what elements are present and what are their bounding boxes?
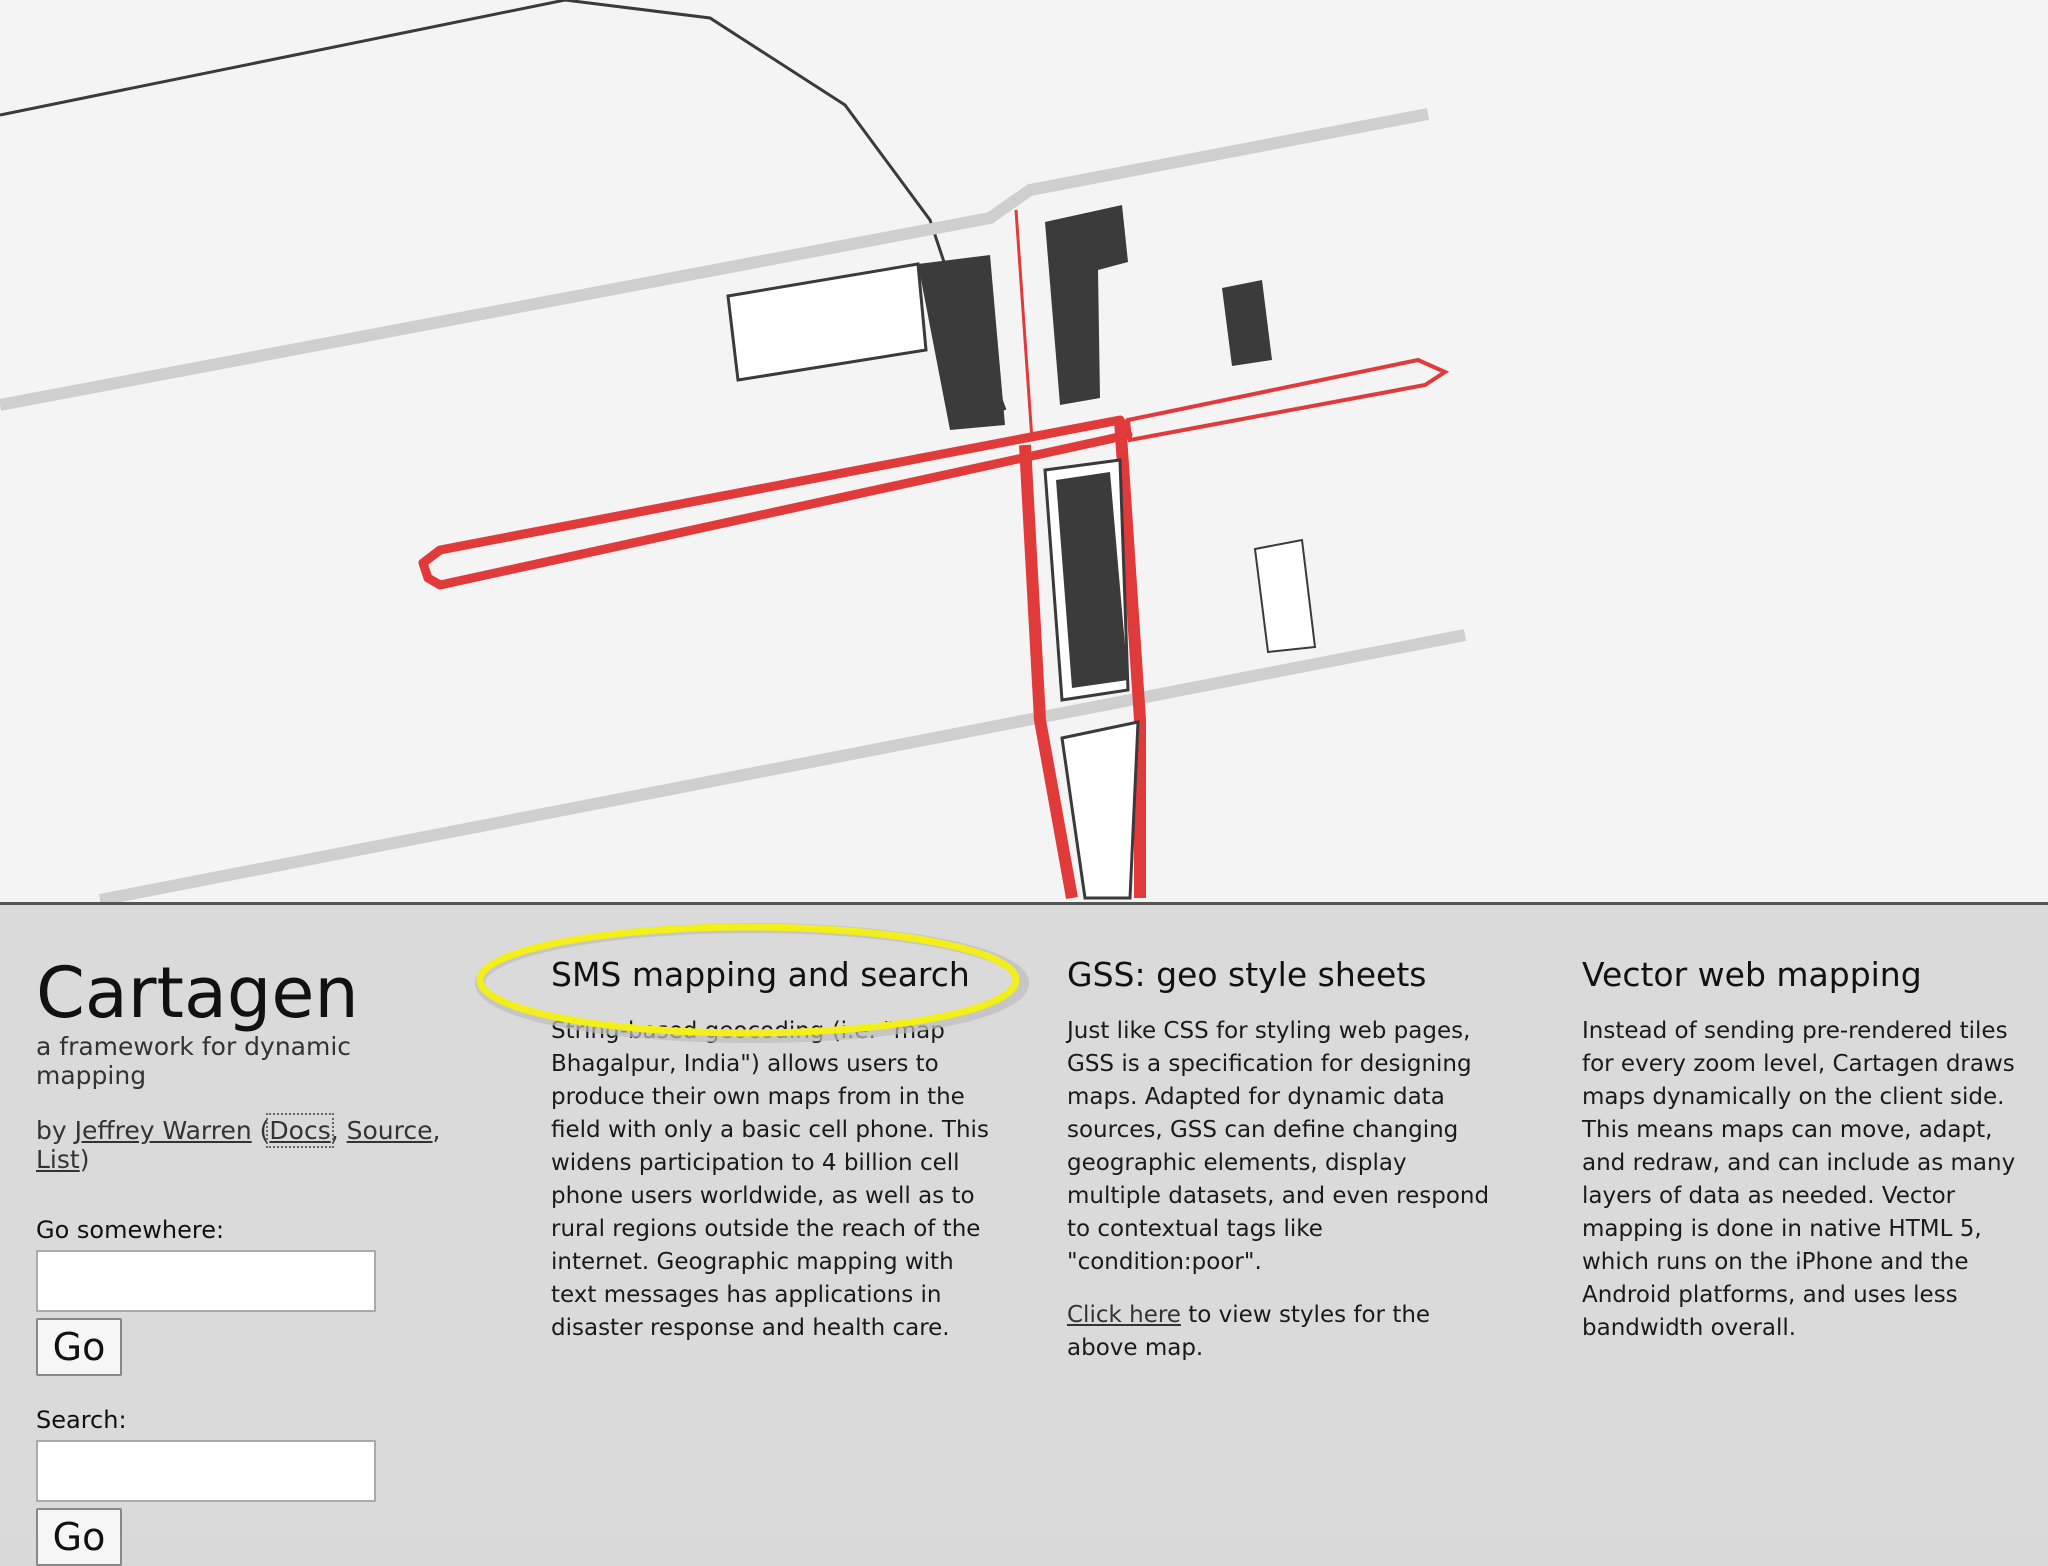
- map-building-dark-2: [1045, 205, 1128, 405]
- docs-link[interactable]: Docs: [269, 1116, 331, 1145]
- map-building-outline-right: [1255, 540, 1315, 652]
- search-label: Search:: [36, 1406, 127, 1434]
- feature-title-sms: SMS mapping and search: [551, 955, 970, 994]
- yellow-highlight-ellipse: [472, 920, 1032, 1046]
- go-somewhere-input[interactable]: [36, 1250, 376, 1312]
- feature-body-vector: Instead of sending pre-rendered tiles for every zoom level, Cartagen draws maps dynamically on the client side. This means maps can move, adapt, and redraw, and can include as many layers of data as needed. Vector mapping is done in native HTML 5, which runs on the iPhone and the Android platforms, and uses less bandwidth overall.: [1582, 1017, 2016, 1341]
- byline-comma: ,: [330, 1116, 347, 1145]
- feature-gss: [1067, 955, 1507, 1365]
- feature-title-gss: GSS: geo style sheets: [1067, 955, 1427, 994]
- source-link[interactable]: Source: [346, 1116, 433, 1145]
- feature-gss-link-after: to view styles for the above map.: [1067, 1301, 1431, 1361]
- map-road-grey-lower: [100, 635, 1465, 900]
- feature-vector: [1582, 955, 2022, 1345]
- map-building-dark-3: [1222, 280, 1272, 366]
- feature-gss-link-line: [1067, 1299, 1507, 1365]
- search-input[interactable]: [36, 1440, 376, 1502]
- feature-body-gss: Just like CSS for styling web pages, GSS is a specification for designing maps. Adapted for dynamic data sources, GSS can define changing geographic elements, display multiple datasets, and even respond to contextual tags like "condition:poor".: [1067, 1017, 1490, 1275]
- go-somewhere-label: Go somewhere:: [36, 1216, 225, 1244]
- feature-body-sms: String-based geocoding (i.e. "map Bhagalpur, India") allows users to produce their own maps from in the field with only a basic cell phone. This widens participation to 4 billion cell phone users worldwide, as well as to rural regions outside the reach of the internet. Geographic mapping with text messages has applications in disaster response and health care.: [551, 1017, 989, 1341]
- click-here-link[interactable]: Click here: [1067, 1301, 1181, 1328]
- tagline: a framework for dynamic mapping: [36, 1032, 352, 1090]
- list-link[interactable]: List: [36, 1145, 80, 1174]
- author-link[interactable]: Jeffrey Warren: [74, 1116, 252, 1145]
- byline: [36, 1116, 456, 1174]
- byline-open-paren: (: [251, 1116, 270, 1145]
- map-building-dark-1: [918, 255, 1005, 430]
- map-building-white-south: [1062, 722, 1138, 898]
- byline-close-paren: ): [79, 1145, 90, 1174]
- map-building-outline-left: [728, 264, 926, 380]
- feature-title-vector: Vector web mapping: [1582, 955, 1922, 994]
- byline-comma: ,: [432, 1116, 441, 1145]
- brand-column: [36, 952, 456, 1566]
- page-title: Cartagen: [36, 952, 359, 1034]
- map-road-red-east: [1128, 360, 1445, 440]
- map-road-red-thin: [1016, 210, 1032, 440]
- search-button[interactable]: Go: [36, 1508, 122, 1566]
- byline-prefix: by: [36, 1116, 75, 1145]
- map-road-grey-upper: [0, 114, 1428, 405]
- go-somewhere-button[interactable]: Go: [36, 1318, 122, 1376]
